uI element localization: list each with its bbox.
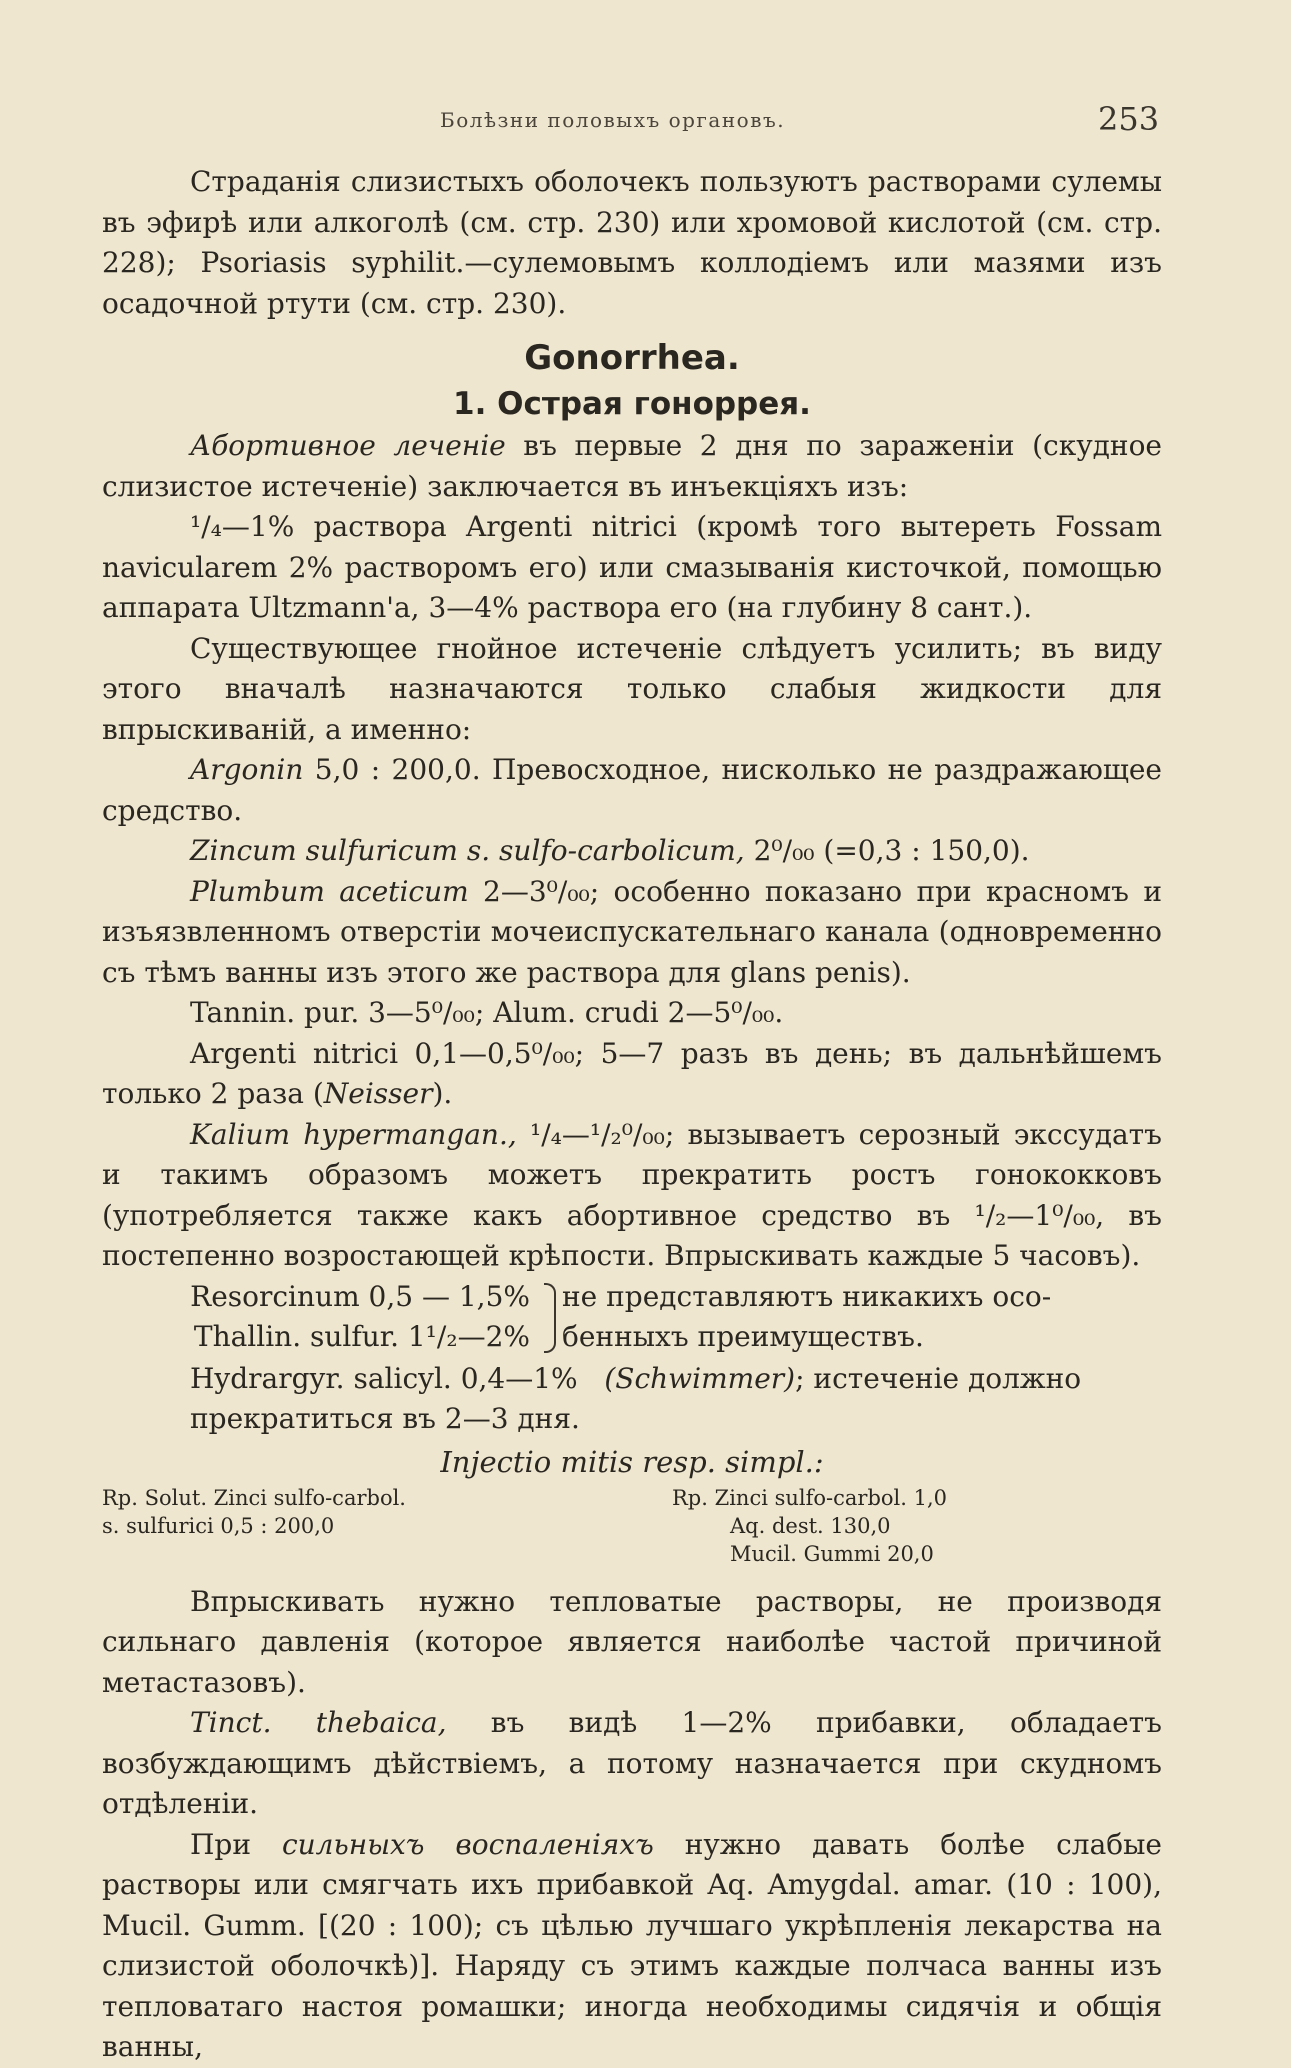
argonin-term: Argonin xyxy=(190,753,304,786)
existing-paragraph: Существующее гнойное истеченіе слѣдуетъ усилить; въ виду этого вначалѣ назначаются только слабыя жидкости для впрыскиваній, а именно: xyxy=(102,631,1162,746)
tinct-text: въ видѣ 1—2% прибавки, обладаетъ возбуждающимъ дѣйствіемъ, а потому назначается при скудномъ отдѣленіи. xyxy=(102,1706,1162,1820)
argenti2-tail: ). xyxy=(432,1077,453,1110)
final-term: сильныхъ воспаленіяхъ xyxy=(281,1827,654,1861)
page-body xyxy=(102,162,1162,2068)
argonin-paragraph xyxy=(102,750,1162,831)
tannin-paragraph: Tannin. pur. 3—5⁰/₀₀; Alum. crudi 2—5⁰/₀₀. xyxy=(190,996,784,1029)
remedy-resorcin: Resorcinum 0,5 — 1,5% xyxy=(190,1279,530,1313)
recipe-2-line-1: Rp. Zinci sulfo-carbol. 1,0 xyxy=(672,1485,947,1510)
remedies-block xyxy=(102,1277,1162,1359)
argonin-text: 5,0 : 200,0. Превосходное, нисколько не раздражающее средство. xyxy=(102,753,1162,827)
hydrarg-left: Hydrargyr. salicyl. 0,4—1% xyxy=(190,1361,578,1395)
recipe-2 xyxy=(672,1484,947,1568)
recipe-1 xyxy=(102,1484,672,1568)
brace xyxy=(544,1283,556,1353)
heading-section: 1. Острая гоноррея. xyxy=(453,386,811,422)
abortive-paragraph xyxy=(102,426,1162,507)
plumbum-text: 2—3⁰/₀₀; особенно показано при красномъ и изъязвленномъ отверстіи мочеиспускательнаго канала (одновременно съ тѣмъ ванны изъ этого же раствора для glans penis). xyxy=(102,874,1162,989)
inject-warm-paragraph: Впрыскивать нужно тепловатые растворы, не производя сильнаго давленія (которое является наиболѣе частой причиной метастазовъ). xyxy=(102,1584,1162,1699)
final-paragraph xyxy=(102,1825,1162,2068)
brace-note-1: не представляютъ никакихъ осо- xyxy=(562,1279,1052,1313)
abortive-text: въ первые 2 дня по зараженіи (скудное слизистое истеченіе) заключается въ инъекціяхъ изъ: xyxy=(102,429,1162,503)
hydrarg-right: ; истеченіе должно xyxy=(795,1361,1082,1395)
recipe-2-line-3: Mucil. Gummi 20,0 xyxy=(730,1541,934,1566)
tinct-paragraph xyxy=(102,1703,1162,1825)
final-text: нужно давать болѣе слабые растворы или смягчать ихъ прибавкой Aq. Amygdal. amar. (10 : 100), Mucil. Gumm. [(20 : 100); съ цѣлью лучшаго укрѣпленія лекарства на слизистой оболочкѣ)]. Наряду съ этимъ каждые полчаса ванны изъ тепловатаго настоя ромашки; иногда необходимы сидячія и общія ванны, xyxy=(102,1827,1162,2063)
kalium-paragraph xyxy=(102,1115,1162,1277)
intro-paragraph: Страданія слизистыхъ оболочекъ пользуютъ растворами сулемы въ эфирѣ или алкоголѣ (см. стр. 230) или хромовой кислотой (см. стр. 228); Psoriasis syphilit.—сулемовымъ коллодіемъ или мазями изъ осадочной ртути (см. стр. 230). xyxy=(102,165,1162,320)
argenti2-text: Argenti nitrici 0,1—0,5⁰/₀₀; 5—7 разъ въ день; въ дальнѣйшемъ только 2 раза ( xyxy=(102,1036,1162,1110)
page-number: 253 xyxy=(1098,100,1160,138)
author-name: Neisser xyxy=(323,1077,433,1110)
hydrarg-author: (Schwimmer) xyxy=(604,1361,796,1395)
remedies-left xyxy=(102,1277,544,1359)
kalium-term: Kalium hypermangan., xyxy=(190,1117,517,1151)
recipes xyxy=(102,1484,1162,1568)
recipe-1-line-1: Rp. Solut. Zinci sulfo-carbol. xyxy=(102,1485,406,1510)
plumbum-paragraph xyxy=(102,872,1162,994)
final-pre: При xyxy=(190,1827,282,1861)
plumbum-term: Plumbum aceticum xyxy=(190,874,469,908)
injectio-title: Injectio mitis resp. simpl.: xyxy=(440,1444,824,1479)
zincum-text: 2⁰/₀₀ (=0,3 : 150,0). xyxy=(744,834,1030,867)
remedy-hydrarg-end: прекратиться въ 2—3 дня. xyxy=(190,1402,580,1435)
running-title: Болѣзни половыхъ органовъ. xyxy=(440,108,786,132)
zincum-paragraph xyxy=(102,831,1162,872)
recipe-1-line-2: s. sulfurici 0,5 : 200,0 xyxy=(102,1513,335,1538)
abortive-term: Абортивное леченіе xyxy=(190,429,506,462)
remedy-thallin: Thallin. sulfur. 1¹/₂—2% xyxy=(193,1320,530,1353)
remedies-right xyxy=(562,1277,1162,1359)
tinct-term: Tinct. thebaica, xyxy=(190,1706,447,1739)
remedy-hydrarg xyxy=(102,1359,1162,1400)
brace-note-2: бенныхъ преимуществъ. xyxy=(562,1320,924,1353)
kalium-text: ¹/₄—¹/₂⁰/₀₀; вызываетъ серозный экссудатъ и такимъ образомъ можетъ прекратить ростъ гонококковъ (употребляется также какъ абортивное средство въ ¹/₂—1⁰/₀₀, въ постепенно возростающей крѣпости. Впрыскивать каждые 5 часовъ). xyxy=(102,1117,1162,1272)
recipe-2-line-2: Aq. dest. 130,0 xyxy=(730,1513,891,1538)
heading-latin: Gonorrhea. xyxy=(524,338,740,378)
argenti2-paragraph xyxy=(102,1034,1162,1115)
zincum-term: Zincum sulfuricum s. sulfo-carbolicum, xyxy=(190,834,745,867)
argenti-paragraph: ¹/₄—1% раствора Argenti nitrici (кромѣ того вытереть Fossam navicularem 2% растворомъ его) или смазыванія кисточкой, помощью аппарата Ultzmann'a, 3—4% раствора его (на глубину 8 сант.). xyxy=(102,510,1162,624)
